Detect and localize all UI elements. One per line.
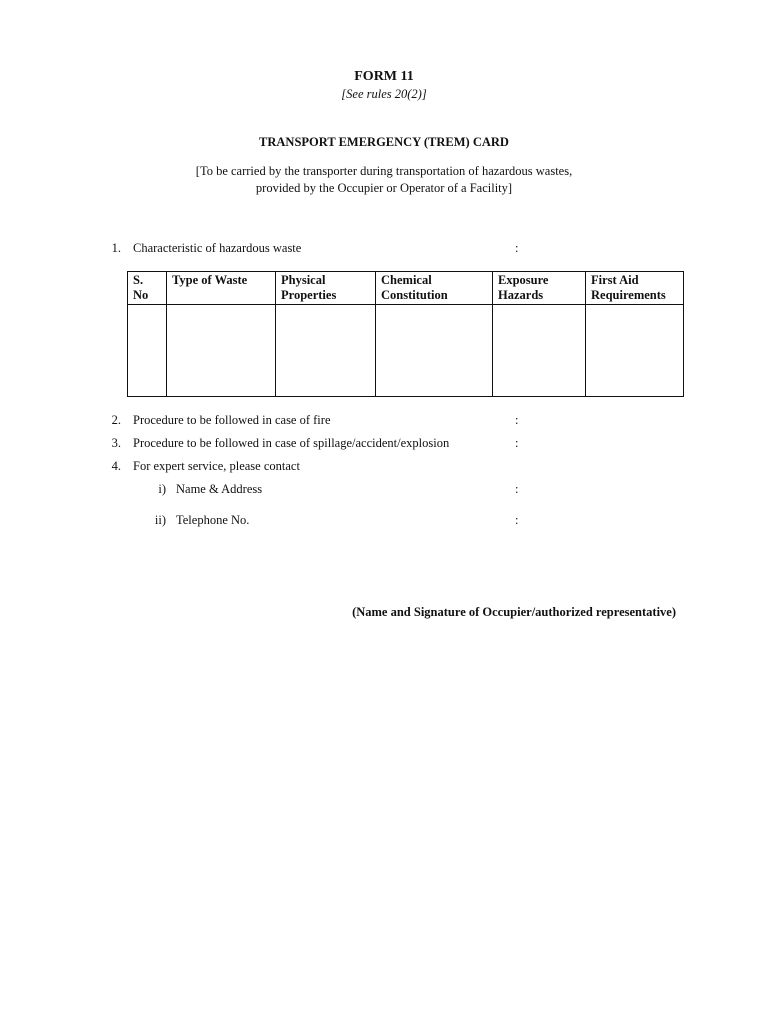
table-cell[interactable] — [276, 305, 376, 397]
table-cell[interactable] — [167, 305, 276, 397]
waste-characteristics-table — [127, 271, 684, 397]
column-header-sno: S. No — [128, 272, 167, 305]
table-header-row — [128, 272, 684, 305]
item-colon: : — [515, 413, 519, 427]
note-line-1: [To be carried by the transporter during transportation of hazardous wastes, — [195, 164, 573, 178]
item-number: 1. — [111, 241, 121, 255]
table-cell[interactable] — [493, 305, 586, 397]
subitem-colon: : — [515, 482, 519, 496]
column-header-type-of-waste: Type of Waste — [167, 272, 276, 305]
item-number: 3. — [111, 436, 121, 450]
subitem-number: ii) — [154, 513, 166, 527]
subitem-colon: : — [515, 513, 519, 527]
form-subtitle: [See rules 20(2)] — [341, 87, 427, 101]
item-label: Characteristic of hazardous waste — [133, 241, 302, 255]
item-label: Procedure to be followed in case of fire — [133, 413, 331, 427]
subitem-number: i) — [158, 482, 166, 496]
table-cell[interactable] — [376, 305, 493, 397]
card-title: TRANSPORT EMERGENCY (TREM) CARD — [259, 135, 509, 149]
item-colon: : — [515, 241, 519, 255]
subitem-label: Name & Address — [176, 482, 263, 496]
note-line-2: provided by the Occupier or Operator of a Facility] — [255, 181, 513, 195]
table-row — [128, 305, 684, 397]
item-number: 4. — [111, 459, 121, 473]
column-header-exposure-hazards: Exposure Hazards — [493, 272, 586, 305]
item-colon: : — [515, 436, 519, 450]
column-header-first-aid: First Aid Requirements — [586, 272, 684, 305]
column-header-physical-properties: Physical Properties — [276, 272, 376, 305]
form-title: FORM 11 — [354, 69, 414, 84]
subitem-label: Telephone No. — [176, 513, 250, 527]
signature-caption: (Name and Signature of Occupier/authorized representative) — [352, 605, 676, 619]
column-header-chemical-constitution: Chemical Constitution — [376, 272, 493, 305]
item-label: For expert service, please contact — [133, 459, 300, 473]
table-cell[interactable] — [586, 305, 684, 397]
table-cell[interactable] — [128, 305, 167, 397]
item-number: 2. — [111, 413, 121, 427]
item-label: Procedure to be followed in case of spillage/accident/explosion — [133, 436, 450, 450]
